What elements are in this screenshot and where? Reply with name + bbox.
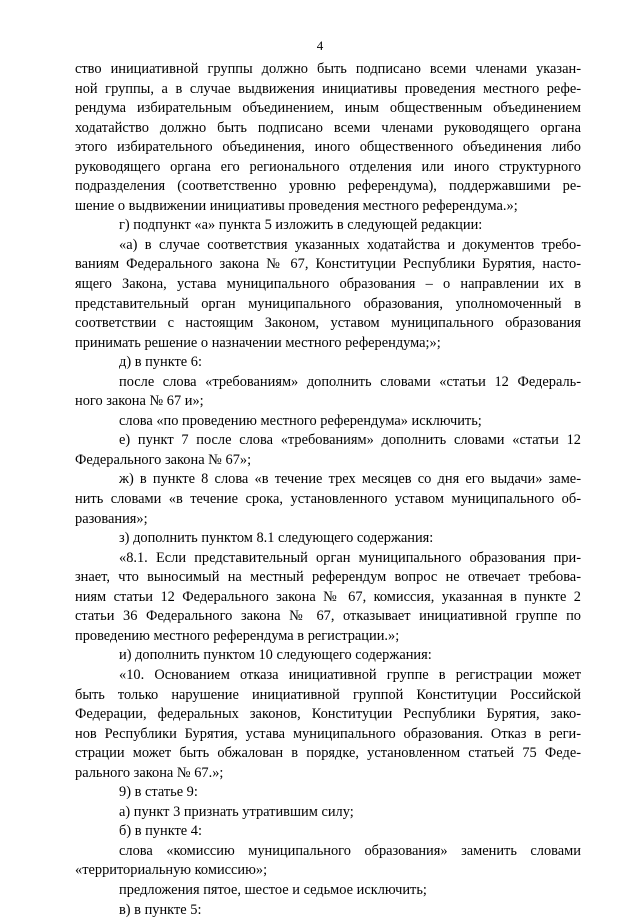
- text-line: разования»;: [75, 510, 148, 527]
- text-line: слова «комиссию муниципального образования» заменить словами: [119, 842, 581, 859]
- text-line: страции может быть обжалован в порядке, установленном статьей 75 Феде-: [75, 745, 581, 762]
- text-line: ваниям Федерального закона № 67, Конституции Республики Бурятия, насто-: [75, 256, 581, 273]
- text-line: представительный орган муниципального образования, уполномоченный в: [75, 295, 581, 312]
- text-line: г) подпункт «а» пункта 5 изложить в следующей редакции:: [119, 217, 483, 234]
- text-line: б) в пункте 4:: [119, 823, 202, 840]
- text-line: руководящего органа его регионального отделения или иного структурного: [75, 158, 581, 175]
- text-line: ж) в пункте 8 слова «в течение трех месяцев со дня его выдачи» заме-: [119, 471, 581, 488]
- text-line: «10. Основанием отказа инициативной группе в регистрации может: [119, 666, 581, 683]
- text-line: ниям статьи 12 Федерального закона № 67, комиссия, указанная в пункте 2: [75, 588, 581, 605]
- text-line: ной группы, а в случае выдвижения инициативы проведения местного рефе-: [75, 80, 581, 97]
- text-line: е) пункт 7 после слова «требованиям» дополнить словами «статьи 12: [119, 432, 581, 449]
- text-line: ного закона № 67 и»;: [75, 393, 204, 410]
- text-line: «8.1. Если представительный орган муниципального образования при-: [119, 549, 581, 566]
- text-line: «территориальную комиссию»;: [75, 862, 268, 879]
- text-line: Федерации, федеральных законов, Конституции Республики Бурятия, зако-: [75, 706, 581, 723]
- text-line: в) в пункте 5:: [119, 901, 202, 918]
- text-line: з) дополнить пунктом 8.1 следующего содержания:: [119, 530, 434, 547]
- text-line: Федерального закона № 67»;: [75, 451, 252, 468]
- text-line: ходатайство должно быть подписано всеми членами руководящего органа: [75, 119, 581, 136]
- text-line: д) в пункте 6:: [119, 354, 202, 371]
- text-line: после слова «требованиям» дополнить словами «статьи 12 Федераль-: [119, 373, 581, 390]
- text-line: 9) в статье 9:: [119, 784, 198, 801]
- text-line: ящего Закона, устава муниципального образования – о направлении их в: [75, 276, 581, 293]
- text-line: предложения пятое, шестое и седьмое исключить;: [119, 881, 427, 898]
- text-line: «а) в случае соответствия указанных ходатайства и документов требо-: [119, 236, 581, 253]
- text-line: нить словами «в течение срока, установленного уставом муниципального об-: [75, 491, 581, 508]
- text-line: подразделения (соответственно уровню референдума), поддержавшими ре-: [75, 178, 581, 195]
- text-line: знает, что выносимый на местный референдум вопрос не отвечает требова-: [75, 569, 581, 586]
- text-line: статьи 36 Федерального закона № 67, отказывает инициативной группе по: [75, 608, 581, 625]
- text-line: а) пункт 3 признать утратившим силу;: [119, 803, 354, 820]
- text-line: рендума избирательным объединением, иным общественным объединением: [75, 100, 581, 117]
- text-line: слова «по проведению местного референдума» исключить;: [119, 412, 482, 429]
- text-line: быть только нарушение инициативной группой Конституции Российской: [75, 686, 581, 703]
- text-line: принимать решение о назначении местного референдума;»;: [75, 334, 441, 351]
- text-line: и) дополнить пунктом 10 следующего содержания:: [119, 647, 432, 664]
- text-line: соответствии с настоящим Законом, уставом муниципального образования: [75, 315, 581, 332]
- document-body: [75, 60, 581, 920]
- page-number: 4: [316, 38, 324, 53]
- text-line: ство инициативной группы должно быть подписано всеми членами указан-: [75, 61, 581, 77]
- text-line: проведению местного референдума в регистрации.»;: [75, 627, 400, 644]
- text-line: рального закона № 67.»;: [75, 764, 224, 781]
- text-line: этого избирательного объединения, иного общественного объединения либо: [75, 139, 581, 156]
- text-line: нов Республики Бурятия, устава муниципального образования. Отказ в реги-: [75, 725, 581, 742]
- text-line: шение о выдвижении инициативы проведения местного референдума.»;: [75, 197, 518, 214]
